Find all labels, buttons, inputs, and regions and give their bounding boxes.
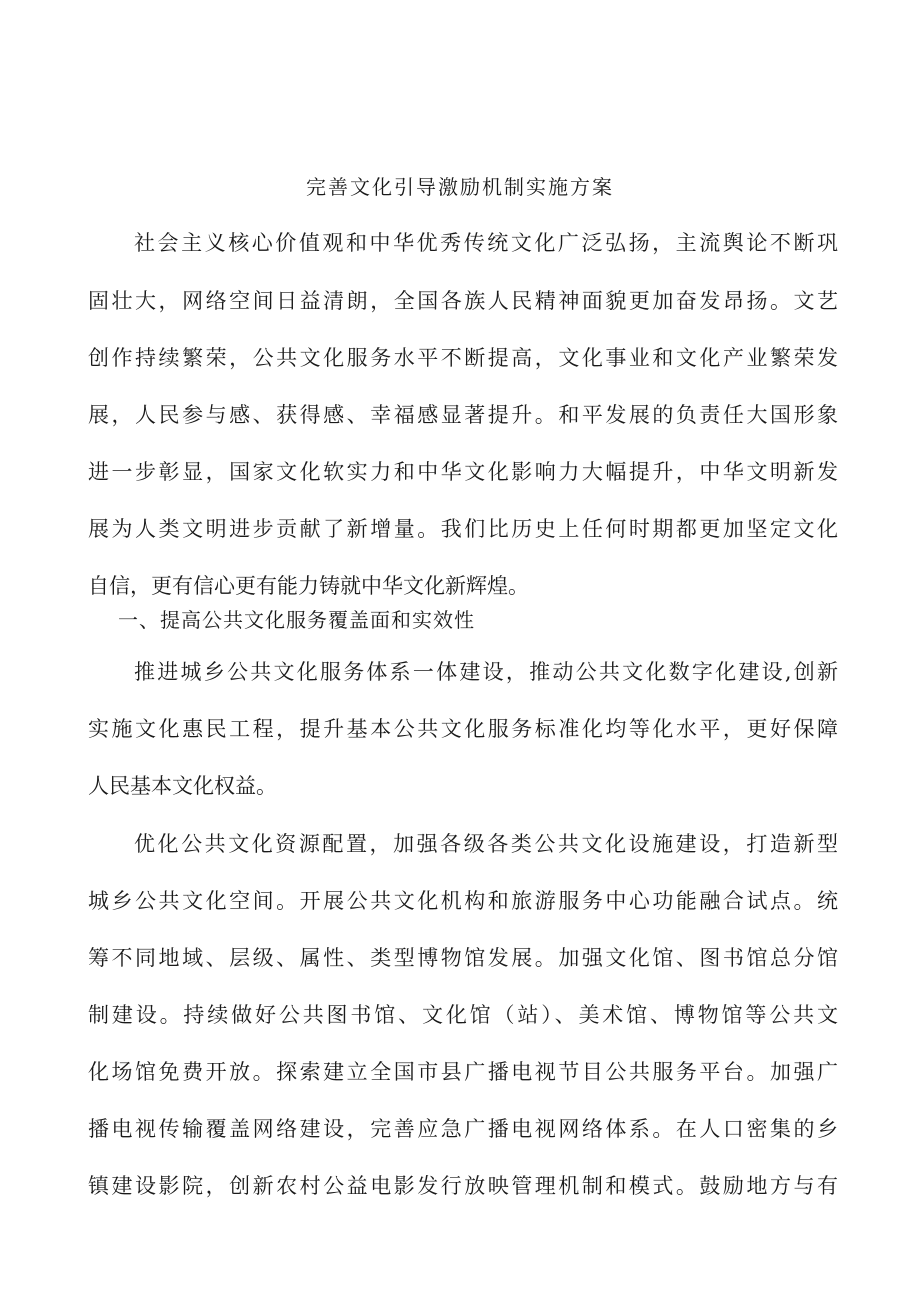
paragraph-3-line: 筹不同地域、层级、属性、类型博物馆发展。加强文化馆、图书馆总分馆 — [88, 946, 838, 970]
paragraph-3-line: 制建设。持续做好公共图书馆、文化馆（站）、美术馆、博物馆等公共文 — [88, 1003, 838, 1027]
paragraph-3-line: 播电视传输覆盖网络建设，完善应急广播电视网络体系。在人口密集的乡 — [88, 1117, 838, 1141]
paragraph-1-line: 固壮大，网络空间日益清朗，全国各族人民精神面貌更加奋发昂扬。文艺 — [88, 289, 838, 313]
paragraph-1-line: 展为人类文明进步贡献了新增量。我们比历史上任何时期都更加坚定文化 — [88, 517, 838, 541]
paragraph-2-line: 推进城乡公共文化服务体系一体建设，推动公共文化数字化建设,创新 — [134, 660, 838, 684]
paragraph-3-line: 优化公共文化资源配置，加强各级各类公共文化设施建设，打造新型 — [134, 832, 838, 856]
paragraph-3-line: 镇建设影院，创新农村公益电影发行放映管理机制和模式。鼓励地方与有 — [88, 1174, 838, 1198]
paragraph-1-line: 展，人民参与感、获得感、幸福感显著提升。和平发展的负责任大国形象 — [88, 403, 838, 427]
paragraph-3-line: 城乡公共文化空间。开展公共文化机构和旅游服务中心功能融合试点。统 — [88, 889, 838, 913]
paragraph-3-line: 化场馆免费开放。探索建立全国市县广播电视节目公共服务平台。加强广 — [88, 1060, 838, 1084]
paragraph-1-line: 进一步彰显，国家文化软实力和中华文化影响力大幅提升，中华文明新发 — [88, 460, 838, 484]
section-heading: 一、提高公共文化服务覆盖面和实效性 — [118, 608, 475, 632]
paragraph-1-line: 创作持续繁荣，公共文化服务水平不断提高，文化事业和文化产业繁荣发 — [88, 346, 838, 370]
document-title: 完善文化引导激励机制实施方案 — [306, 175, 614, 199]
paragraph-1-line: 社会主义核心价值观和中华优秀传统文化广泛弘扬，主流舆论不断巩 — [134, 231, 838, 255]
paragraph-2-line: 实施文化惠民工程，提升基本公共文化服务标准化均等化水平，更好保障 — [88, 717, 838, 741]
paragraph-2-line: 人民基本文化权益。 — [88, 774, 277, 798]
paragraph-1-line: 自信，更有信心更有能力铸就中华文化新辉煌。 — [88, 574, 529, 598]
